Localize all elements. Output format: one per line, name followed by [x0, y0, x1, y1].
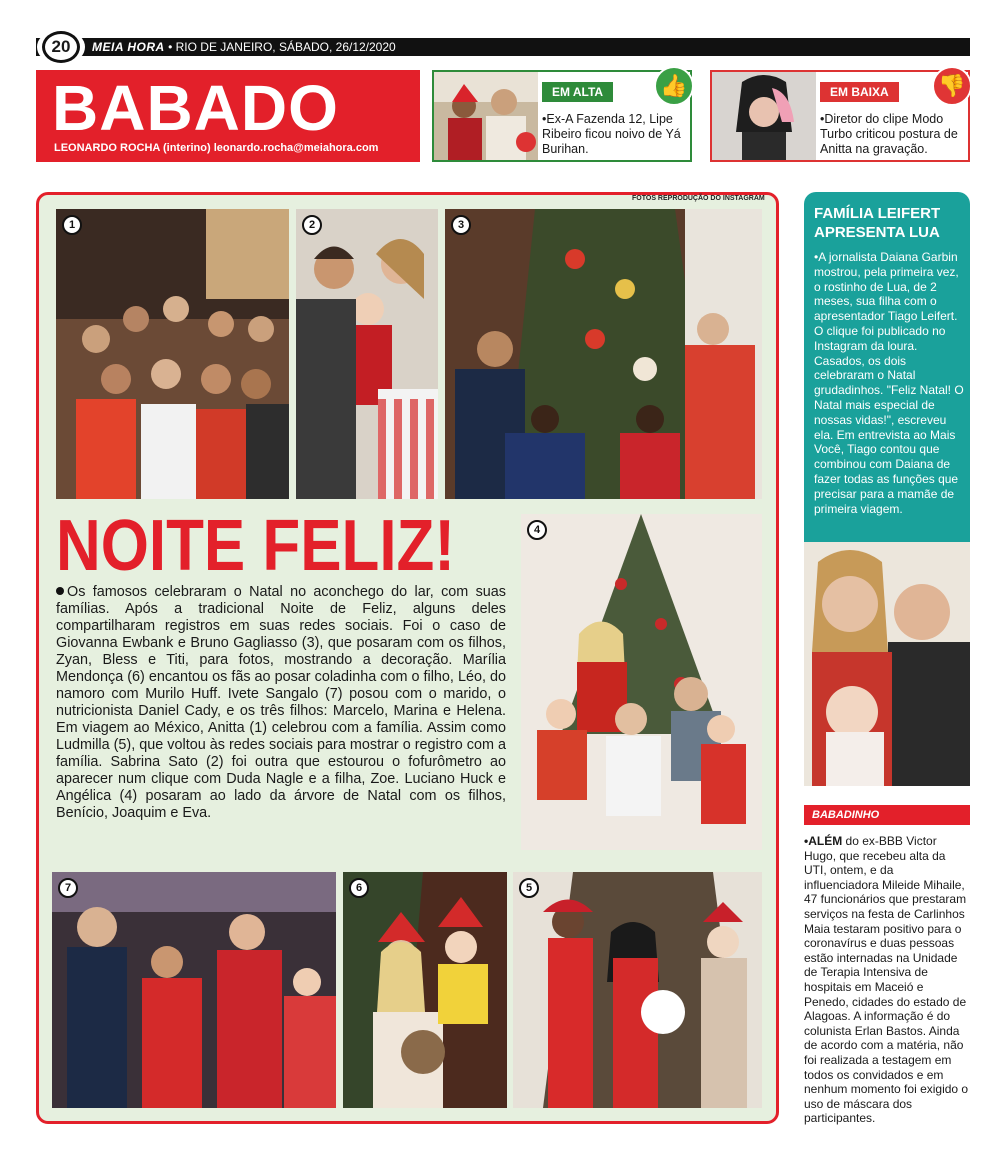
brand-name: MEIA HORA [92, 40, 165, 54]
thumbs-up-icon: 👍 [654, 66, 694, 106]
thumbs-down-icon: 👎 [932, 66, 972, 106]
photo-7 [52, 872, 336, 1108]
em-alta-box [432, 70, 692, 162]
em-baixa-text: •Diretor do clipe Modo Turbo criticou postura de Anitta na gravação. [820, 112, 958, 156]
photo-4 [521, 514, 762, 850]
dateline-text: • RIO DE JANEIRO, SÁBADO, 26/12/2020 [168, 40, 396, 54]
page-number: 20 [42, 31, 80, 63]
column-header [36, 70, 420, 162]
photo-1 [56, 209, 289, 499]
familia-title: FAMÍLIA LEIFERT APRESENTA LUA [814, 205, 941, 241]
column-title: BABADO [52, 72, 339, 144]
headline: NOITE FELIZ! [56, 506, 456, 586]
column-byline: LEONARDO ROCHA (interino) leonardo.rocha@meiahora.com [54, 142, 379, 154]
bullet-icon [56, 587, 64, 595]
photo-number-6: 6 [349, 878, 369, 898]
em-alta-text: •Ex-A Fazenda 12, Lipe Ribeiro ficou noivo de Yá Burihan. [542, 112, 681, 156]
photo-number-4: 4 [527, 520, 547, 540]
story-body [56, 584, 506, 822]
photo-credit: FOTOS REPRODUÇÃO DO INSTAGRAM [632, 195, 765, 202]
photo-3 [445, 209, 762, 499]
photo-number-1: 1 [62, 215, 82, 235]
em-alta-tag: EM ALTA [542, 82, 613, 102]
em-alta-photo [434, 72, 538, 160]
babadinho-text: •ALÉM do ex-BBB Victor Hugo, que recebeu alta da UTI, ontem, e da influenciadora Mileide Mihaile, 47 funcionários que prestaram serviços na festa de Carlinhos Maia testaram positivo para o coronavírus e duas pessoas estão internadas na Unidade de Terapia Intensiva de hospitais em Maceió e Penedo, cidades do estado de Alagoas. A informação é do colunista Erlan Bastos. Ainda de acordo com a matéria, não foi realizada a testagem em todos os convidados e em nenhum momento foi exigido o uso de máscara dos participantes. [804, 834, 969, 1126]
babadinho-tag: BABADINHO [804, 805, 970, 825]
em-baixa-photo [712, 72, 816, 160]
familia-text: •A jornalista Daiana Garbin mostrou, pela primeira vez, o rostinho de Lua, de 2 meses, sua filha com o apresentador Tiago Leifert. O clique foi publicado no Instagram da loura. Casados, os dois celebraram o Natal grudadinhos. "Feliz Natal! O Natal mais especial de nossas vidas!", escreveu ela. Em entrevista ao Mais Você, Tiago contou que combinou com Daiana de fazer todas as funções que precisar para a mamãe de primeira viagem. [814, 250, 964, 516]
photo-number-3: 3 [451, 215, 471, 235]
photo-6 [343, 872, 507, 1108]
babadinho-lead: •ALÉM [804, 834, 843, 848]
photo-5 [513, 872, 762, 1108]
leifert-photo [804, 542, 970, 786]
photo-number-2: 2 [302, 215, 322, 235]
dateline [92, 39, 396, 55]
em-baixa-tag: EM BAIXA [820, 82, 899, 102]
em-baixa-box [710, 70, 970, 162]
photo-number-7: 7 [58, 878, 78, 898]
story-body-text: Os famosos celebraram o Natal no aconchego do lar, com suas famílias. Após a tradicional Noite de Feliz, alguns deles compartilharam registros em suas redes sociais. Foi o caso de Giovanna Ewbank e Bruno Gagliasso (3), que posaram com os filhos, Zyan, Bless e Titi, para fotos, mostrando a decoração. Marília Mendonça (6) encantou os fãs ao posar coladinha com o filho, Léo, do namoro com Murilo Huff. Ivete Sangalo (7) posou com o marido, o nutricionista Daniel Cady, e os três filhos: Marcelo, Marina e Helena. Em viagem ao México, Anitta (1) celebrou com a família. Assim como Ludmilla (5), que voltou às redes sociais para mostrar o registro com a família. Sabrina Sato (2) foi outra que estourou o fofurômetro ao aparecer num clique com Duda Nagle e a filha, Zoe. Luciano Huck e Angélica (4) posaram ao lado da árvore de Natal com os filhos, Benício, Joaquim e Eva. [56, 584, 506, 821]
photo-2 [296, 209, 438, 499]
photo-number-5: 5 [519, 878, 539, 898]
